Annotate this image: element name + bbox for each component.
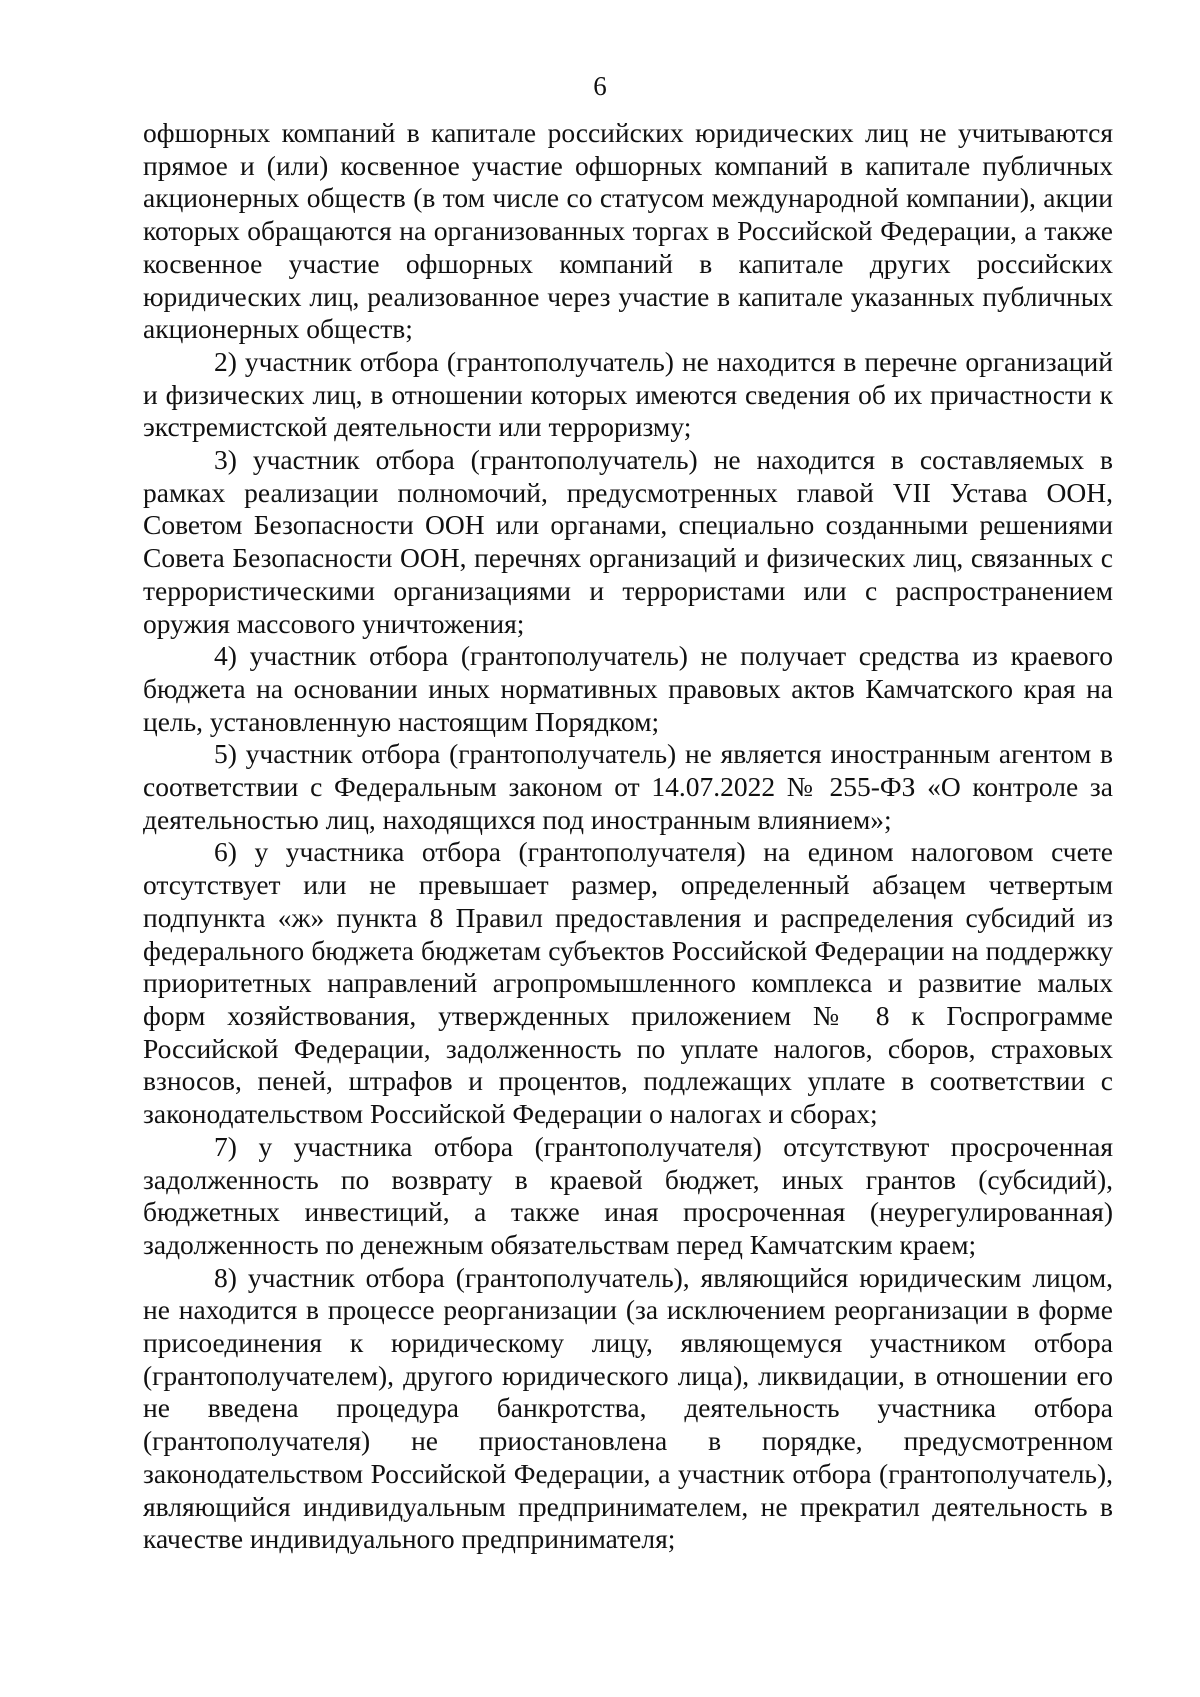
paragraph-item-4: 4) участник отбора (грантополучатель) не получает средства из краевого бюджета на основании иных нормативных правовых актов Камчатского края на цель, установленную настоящим Порядком; [143,640,1113,737]
paragraph-item-7: 7) у участника отбора (грантополучателя) отсутствуют просроченная задолженность по возврату в краевой бюджет, иных грантов (субсидий), бюджетных инвестиций, а также иная просроченная (неурегулированная) задолженность по денежным обязательствам перед Камчатским краем; [143,1130,1113,1260]
page-number: 6 [593,71,607,101]
document-body [143,117,1113,1556]
paragraph-item-3: 3) участник отбора (грантополучатель) не находится в составляемых в рамках реализации полномочий, предусмотренных главой VII Устава ООН, Советом Безопасности ООН или органами, специально созданными решениями Совета Безопасности ООН, перечнях организаций и физических лиц, связанных с террористическими организациями и террористами или с распространением оружия массового уничтожения; [143,444,1113,639]
paragraph-item-8: 8) участник отбора (грантополучатель), являющийся юридическим лицом, не находится в процессе реорганизации (за исключением реорганизации в форме присоединения к юридическому лицу, являющемуся участником отбора (грантополучателем), другого юридического лица), ликвидации, в отношении его не введена процедура банкротства, деятельность участника отбора (грантополучателя) не приостановлена в порядке, предусмотренном законодательством Российской Федерации, а участник отбора (грантополучатель), являющийся индивидуальным предпринимателем, не прекратил деятельность в качестве индивидуального предпринимателя; [143,1261,1113,1555]
paragraph-item-2: 2) участник отбора (грантополучатель) не находится в перечне организаций и физических лиц, в отношении которых имеются сведения об их причастности к экстремистской деятельности или терроризму; [143,345,1113,443]
paragraph-continuation: офшорных компаний в капитале российских юридических лиц не учитываются прямое и (или) косвенное участие офшорных компаний в капитале публичных акционерных обществ (в том числе со статусом международной компании), акции которых обращаются на организованных торгах в Российской Федерации, а также косвенное участие офшорных компаний в капитале других российских юридических лиц, реализованное через участие в капитале указанных публичных акционерных обществ; [143,117,1113,345]
paragraph-item-5: 5) участник отбора (грантополучатель) не является иностранным агентом в соответствии с Федеральным законом от 14.07.2022 № 255-ФЗ «О контроле за деятельностью лиц, находящихся под иностранным влиянием»; [143,738,1113,835]
paragraph-item-6: 6) у участника отбора (грантополучателя) на едином налоговом счете отсутствует или не превышает размер, определенный абзацем четвертым подпункта «ж» пункта 8 Правил предоставления и распределения субсидий из федерального бюджета бюджетам субъектов Российской Федерации на поддержку приоритетных направлений агропромышленного комплекса и развитие малых форм хозяйствования, утвержденных приложением № 8 к Госпрограмме Российской Федерации, задолженность по уплате налогов, сборов, страховых взносов, пеней, штрафов и процентов, подлежащих уплате в соответствии с законодательством Российской Федерации о налогах и сборах; [143,836,1113,1130]
